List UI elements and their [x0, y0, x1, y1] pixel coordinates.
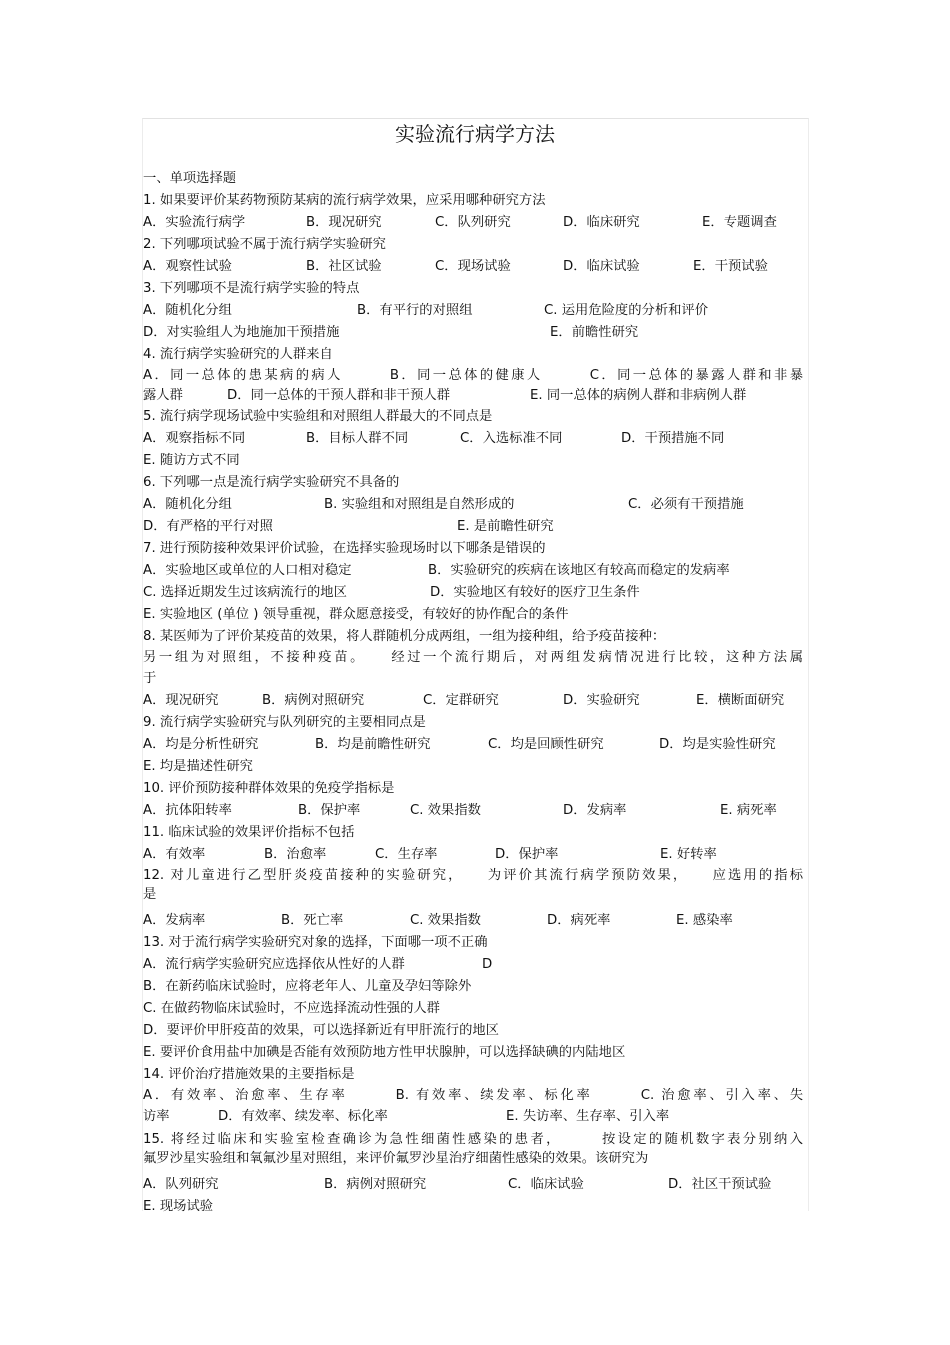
- option: D．要评价甲肝疫苗的效果，可以选择新近有甲肝流行的地区: [143, 1023, 499, 1038]
- question-stem: 7. 进行预防接种效果评价试验，在选择实验现场时以下哪条是错误的: [143, 541, 546, 556]
- option: B．目标人群不同: [306, 431, 409, 446]
- option: E．前瞻性研究: [550, 325, 639, 340]
- option: E. 均是描述性研究: [143, 759, 253, 774]
- option-row: [143, 998, 803, 1020]
- option-row: [143, 386, 803, 406]
- option: B．现况研究: [306, 215, 382, 230]
- question-stem: 8. 某医师为了评价某疫苗的效果，将人群随机分成两组，一组为接种组，给予疫苗接种：: [143, 629, 666, 644]
- answer-mark: D: [482, 957, 493, 972]
- page-title: 实验流行病学方法: [395, 122, 555, 146]
- option: D．实验地区有较好的医疗卫生条件: [430, 585, 640, 600]
- option: E. 要评价食用盐中加碘是否能有效预防地方性甲状腺肿，可以选择缺碘的内陆地区: [143, 1045, 626, 1060]
- option: A．发病率: [143, 913, 206, 928]
- option-row: [143, 300, 803, 322]
- option: D．同一总体的干预人群和非干预人群: [227, 388, 450, 403]
- option-row: [143, 1174, 803, 1196]
- option-row: [143, 582, 803, 604]
- option: A．随机化分组: [143, 497, 232, 512]
- question-stem: 3. 下列哪项不是流行病学实验的特点: [143, 281, 360, 296]
- option-row: [143, 734, 803, 756]
- option: B．病例对照研究: [262, 693, 365, 708]
- option-row: [143, 450, 803, 472]
- option: B．在新药临床试验时，应将老年人、儿童及孕妇等除外: [143, 979, 472, 994]
- option-row: [143, 1106, 803, 1130]
- option: C．必须有干预措施: [628, 497, 744, 512]
- option-row: [143, 954, 803, 976]
- question-stem: 9. 流行病学实验研究与队列研究的主要相同点是: [143, 715, 426, 730]
- option: D．均是实验性研究: [659, 737, 776, 752]
- option-row: [143, 428, 803, 450]
- option: A．有效率: [143, 847, 206, 862]
- option: D．临床研究: [563, 215, 640, 230]
- option: 访率: [143, 1109, 170, 1124]
- option: B．治愈率: [264, 847, 327, 862]
- option: B．均是前瞻性研究: [315, 737, 431, 752]
- option: C. 效果指数: [410, 803, 481, 818]
- option: E．专题调查: [702, 215, 777, 230]
- option: D．对实验组人为地施加干预措施: [143, 325, 340, 340]
- option: C．现场试验: [435, 259, 511, 274]
- option: C. 在做药物临床试验时，不应选择流动性强的人群: [143, 1001, 440, 1016]
- option: C．队列研究: [435, 215, 511, 230]
- option-row: A．有效率、治愈率、生存率 B. 有效率、续发率、标化率 C. 治愈率、引入率、失: [143, 1088, 803, 1103]
- option: B．保护率: [298, 803, 361, 818]
- option: E．横断面研究: [696, 693, 785, 708]
- option: E. 是前瞻性研究: [457, 519, 554, 534]
- option: D．有效率、续发率、标化率: [218, 1109, 388, 1124]
- option: D．保护率: [495, 847, 559, 862]
- option: D．社区干预试验: [668, 1177, 772, 1192]
- option: A．观察性试验: [143, 259, 232, 274]
- option: E．干预试验: [693, 259, 768, 274]
- option: A．流行病学实验研究应选择依从性好的人群: [143, 957, 405, 972]
- option-row: [143, 1020, 803, 1042]
- option: B．社区试验: [306, 259, 382, 274]
- option: D．有严格的平行对照: [143, 519, 273, 534]
- option: D．干预措施不同: [621, 431, 725, 446]
- option: C．临床试验: [508, 1177, 584, 1192]
- option-row: [143, 844, 803, 866]
- question-stem: 5. 流行病学现场试验中实验组和对照组人群最大的不同点是: [143, 409, 493, 424]
- option: D．实验研究: [563, 693, 640, 708]
- option: C．入选标准不同: [460, 431, 563, 446]
- option: C. 运用危险度的分析和评价: [544, 303, 709, 318]
- question-stem-continued: 另一组为对照组，不接种疫苗。 经过一个流行期后，对两组发病情况进行比较，这种方法属: [143, 650, 803, 665]
- option: A．现况研究: [143, 693, 219, 708]
- question-stem: 14. 评价治疗措施效果的主要指标是: [143, 1067, 355, 1082]
- option: A．均是分析性研究: [143, 737, 259, 752]
- question-stem: 12. 对儿童进行乙型肝炎疫苗接种的实验研究， 为评价其流行病学预防效果， 应选用的指标: [143, 868, 803, 883]
- option: C．定群研究: [423, 693, 499, 708]
- question-stem-continued: 是: [143, 887, 157, 902]
- option: E. 失访率、生存率、引入率: [506, 1109, 670, 1124]
- option: C. 效果指数: [410, 913, 481, 928]
- option: B. 实验组和对照组是自然形成的: [324, 497, 515, 512]
- option-row: [143, 756, 803, 778]
- question-stem: 13. 对于流行病学实验研究对象的选择，下面哪一项不正确: [143, 935, 488, 950]
- option: E. 随访方式不同: [143, 453, 240, 468]
- option: C．均是回顾性研究: [488, 737, 604, 752]
- option-row: [143, 690, 803, 712]
- option: B．实验研究的疾病在该地区有较高而稳定的发病率: [428, 563, 730, 578]
- option: E. 好转率: [660, 847, 717, 862]
- option: A．实验地区或单位的人口相对稳定: [143, 563, 352, 578]
- question-stem: 1. 如果要评价某药物预防某病的流行病学效果，应采用哪种研究方法: [143, 193, 546, 208]
- question-stem: 10. 评价预防接种群体效果的免疫学指标是: [143, 781, 395, 796]
- option-row: [143, 910, 803, 932]
- option-row: [143, 560, 803, 582]
- option: A．随机化分组: [143, 303, 232, 318]
- option: C．生存率: [375, 847, 438, 862]
- option: B．死亡率: [281, 913, 344, 928]
- option-row: [143, 800, 803, 822]
- option: E. 同一总体的病例人群和非病例人群: [530, 388, 747, 403]
- option: 露人群: [143, 388, 183, 403]
- option: B．病例对照研究: [324, 1177, 427, 1192]
- option-row: [143, 976, 803, 998]
- question-list: [143, 168, 803, 1218]
- option-row: [143, 1042, 803, 1064]
- section-heading: 一、单项选择题: [143, 171, 237, 186]
- question-stem: 15. 将经过临床和实验室检查确诊为急性细菌性感染的患者， 按设定的随机数字表分别纳入: [143, 1132, 803, 1147]
- option-row: [143, 604, 803, 626]
- option: A．队列研究: [143, 1177, 219, 1192]
- option: C. 选择近期发生过该病流行的地区: [143, 585, 347, 600]
- option-row: [143, 212, 803, 234]
- option: D．发病率: [563, 803, 627, 818]
- question-stem: 4. 流行病学实验研究的人群来自: [143, 347, 333, 362]
- option-row: A．同一总体的患某病的病人 B．同一总体的健康人 C．同一总体的暴露人群和非暴: [143, 368, 803, 383]
- option-row: [143, 322, 803, 344]
- question-stem: 6. 下列哪一点是流行病学实验研究不具备的: [143, 475, 400, 490]
- option-row: [143, 494, 803, 516]
- option: E. 现场试验: [143, 1199, 214, 1214]
- option: D．临床试验: [563, 259, 640, 274]
- option-row: [143, 516, 803, 538]
- option: B．有平行的对照组: [357, 303, 473, 318]
- option: A．抗体阳转率: [143, 803, 232, 818]
- question-stem: 11. 临床试验的效果评价指标不包括: [143, 825, 355, 840]
- option: A．实验流行病学: [143, 215, 246, 230]
- option: D．病死率: [547, 913, 611, 928]
- option: E. 实验地区 (单位 ) 领导重视，群众愿意接受，有较好的协作配合的条件: [143, 607, 569, 622]
- option: A．观察指标不同: [143, 431, 246, 446]
- question-stem-continued: 氟罗沙星实验组和氧氟沙星对照组，来评价氟罗沙星治疗细菌性感染的效果。该研究为: [143, 1151, 649, 1166]
- option-row: [143, 1196, 803, 1218]
- option-row: [143, 256, 803, 278]
- option: E. 病死率: [720, 803, 777, 818]
- option: E. 感染率: [676, 913, 733, 928]
- question-stem: 2. 下列哪项试验不属于流行病学实验研究: [143, 237, 386, 252]
- question-stem-continued: 于: [143, 671, 157, 686]
